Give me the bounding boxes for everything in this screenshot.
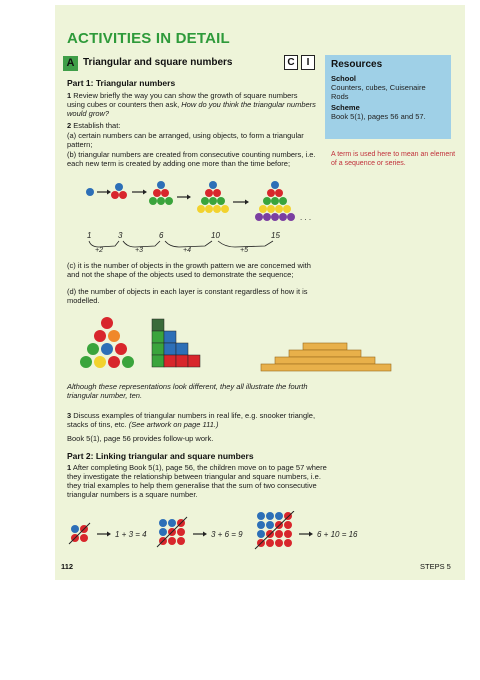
illustration-caption: Although these representations look different, they all illustrate the fourth triangular number, ten.: [67, 382, 308, 400]
cubes-staircase: [152, 319, 200, 367]
equation: 1 + 3 = 4: [115, 530, 147, 539]
seq-term: 6: [159, 231, 164, 240]
square-9-dots: [157, 517, 187, 547]
resources-scheme-heading: Scheme: [331, 103, 360, 112]
book-page: [55, 5, 465, 580]
item-reference: (See artwork on page 111.): [128, 420, 219, 429]
book-title-footer: STEPS 5: [420, 562, 451, 571]
part2-item1: [67, 463, 337, 499]
term-1-dots: [86, 188, 94, 196]
part1-item3: [67, 411, 337, 429]
resources-title: Resources: [331, 59, 383, 70]
item-number: 1: [67, 91, 72, 100]
resources-scheme-text: Book 5(1), pages 56 and 57.: [331, 112, 426, 121]
part1-item2a: (a) certain numbers can be arranged, using objects, to form a triangular pattern;: [67, 131, 304, 149]
code-box-c: C: [284, 55, 298, 70]
part2-title: Part 2: Linking triangular and square numbers: [67, 451, 254, 461]
section-title: Triangular and square numbers: [83, 57, 233, 68]
item-text: After completing Book 5(1), page 56, the children move on to page 57 where they investigate the relationship between triangular and square numbers, i.e. they trial examples to help them generalise that the sum of two consecutive triangular numbers is a square number.: [67, 463, 327, 499]
part1-item2d: (d) the number of objects in each layer is constant regardless of how it is modelled.: [67, 287, 308, 305]
part1-item2: [67, 121, 317, 130]
page-number: 112: [61, 562, 74, 571]
section-letter-badge: A: [63, 56, 78, 71]
seq-term: 1: [87, 231, 92, 240]
term-10-dots: [197, 181, 229, 213]
seq-step: +5: [240, 247, 248, 254]
part1-item2c: (c) it is the number of objects in the growth pattern we are concerned with and not the shape of the objects used to demonstrate the sequence;: [67, 261, 311, 279]
ten-representations-illustration: [67, 311, 447, 379]
equation: 3 + 6 = 9: [211, 530, 243, 539]
resources-school-text: Counters, cubes, Cuisenaire Rods: [331, 83, 426, 101]
sequence-ellipsis: . . .: [300, 213, 312, 222]
item-text: Discuss examples of triangular numbers in real life, e.g. snooker triangle, stacks of tins, etc.: [67, 411, 316, 429]
item-question: How do you think the triangular numbers would grow?: [67, 100, 316, 118]
counters-triangle: [80, 317, 134, 368]
cuisenaire-rods-stack: [261, 343, 391, 371]
term-6-dots: [149, 181, 173, 205]
part1-item2b: (b) triangular numbers are created from consecutive counting numbers, i.e. each new term is created by adding one more than the time before;: [67, 150, 316, 168]
margin-note: A term is used here to mean an element of a sequence or series.: [331, 151, 456, 167]
code-box-i: I: [301, 55, 315, 70]
part1-followup: Book 5(1), page 56 provides follow-up work.: [67, 434, 214, 443]
page-heading: ACTIVITIES IN DETAIL: [67, 30, 230, 47]
term-15-dots: [255, 181, 295, 221]
item-text: Review briefly the way you can show the growth of square numbers using cubes or counters then ask,: [67, 91, 298, 109]
seq-step: +2: [95, 247, 103, 254]
seq-step: +4: [183, 247, 191, 254]
part1-title: Part 1: Triangular numbers: [67, 78, 176, 88]
seq-term: 3: [118, 231, 123, 240]
square-sum-illustration: [67, 511, 387, 555]
square-4-dots: [69, 523, 90, 544]
term-3-dots: [111, 183, 127, 199]
seq-term: 15: [271, 231, 280, 240]
triangle-growth-illustration: [75, 180, 375, 255]
part1-item1: [67, 91, 317, 118]
item-text: Establish that:: [73, 121, 121, 130]
equation: 6 + 10 = 16: [317, 530, 358, 539]
item-number: 3: [67, 411, 72, 420]
square-16-dots: [255, 511, 294, 549]
resources-school-heading: School: [331, 74, 357, 83]
seq-step: +3: [135, 247, 143, 254]
item-number: 2: [67, 121, 72, 130]
item-number: 1: [67, 463, 72, 472]
resources-panel: [325, 55, 451, 139]
seq-term: 10: [211, 231, 220, 240]
